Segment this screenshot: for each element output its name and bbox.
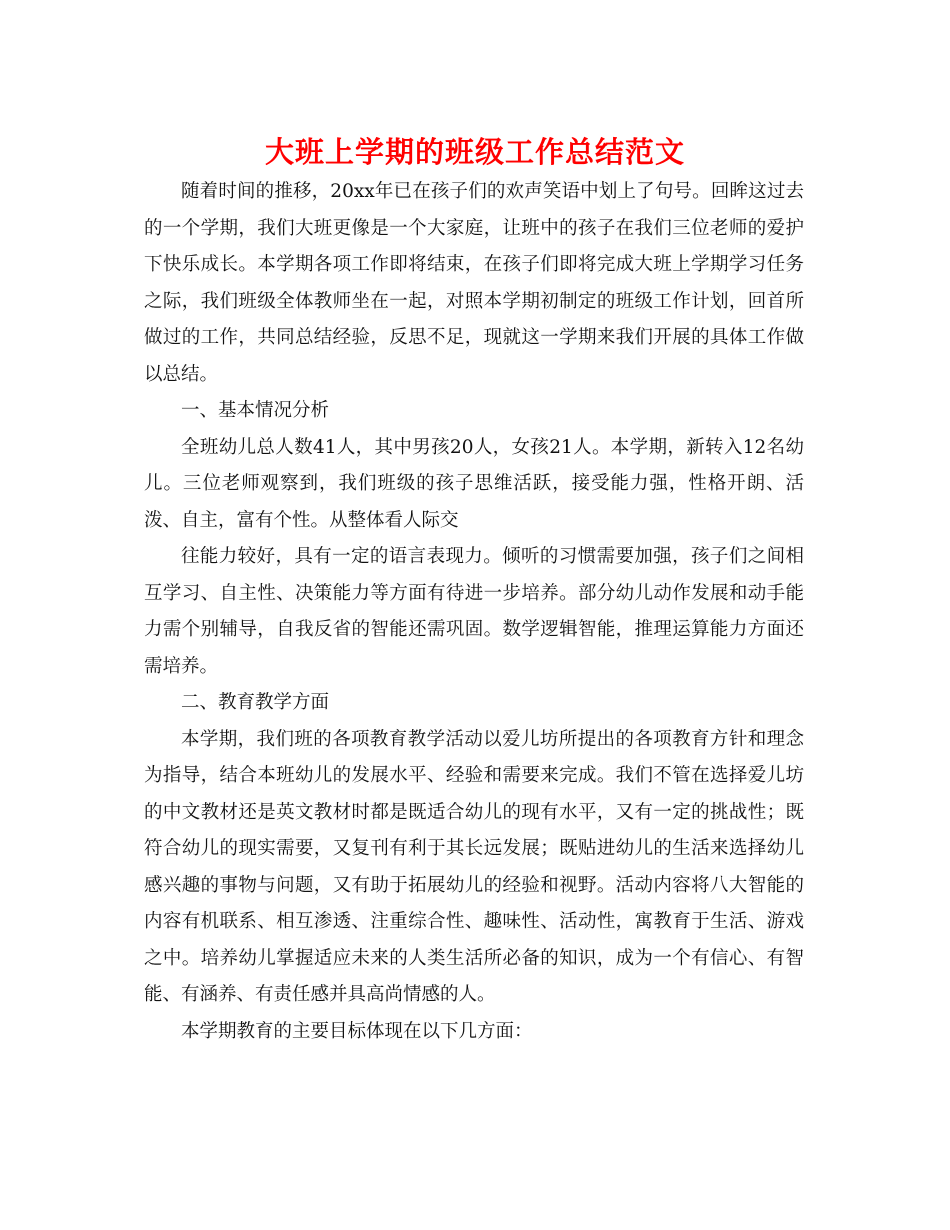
paragraph-goals-intro: 本学期教育的主要目标体现在以下几方面： [181, 1020, 533, 1042]
paragraph-abilities: 往能力较好，具有一定的语言表现力。倾听的习惯需要加强，孩子们之间相互学习、自主性、决策能力等方面有待进一步培养。部分幼儿动作发展和动手能力需个别辅导，自我反省的智能还需巩固。数学逻辑智能，推理运算能力方面还需培养。 [144, 546, 804, 677]
paragraph-intro: 随着时间的推移，20xx年已在孩子们的欢声笑语中划上了句号。回眸这过去的一个学期，我们大班更像是一个大家庭，让班中的孩子在我们三位老师的爱护下快乐成长。本学期各项工作即将结束，在孩子们即将完成大班上学期学习任务之际，我们班级全体教师坐在一起，对照本学期初制定的班级工作计划，回首所做过的工作，共同总结经验，反思不足，现就这一学期来我们开展的具体工作做以总结。 [144, 181, 804, 385]
document-body [144, 174, 804, 1050]
paragraph-education-detail: 本学期，我们班的各项教育教学活动以爱儿坊所提出的各项教育方针和理念为指导，结合本班幼儿的发展水平、经验和需要来完成。我们不管在选择爱儿坊的中文教材还是英文教材时都是既适合幼儿的现有水平，又有一定的挑战性；既符合幼儿的现实需要，又复刊有利于其长远发展；既贴进幼儿的生活来选择幼儿感兴趣的事物与问题，又有助于拓展幼儿的经验和视野。活动内容将八大智能的内容有机联系、相互渗透、注重综合性、趣味性、活动性，寓教育于生活、游戏之中。培养幼儿掌握适应未来的人类生活所必备的知识，成为一个有信心、有智能、有涵养、有责任感并具高尚情感的人。 [144, 728, 804, 1005]
section-heading-basic-situation: 一、基本情况分析 [181, 400, 330, 421]
section-heading-education: 二、教育教学方面 [181, 692, 330, 713]
document-title: 大班上学期的班级工作总结范文 [264, 135, 685, 169]
paragraph-class-stats: 全班幼儿总人数41人，其中男孩20人，女孩21人。本学期，新转入12名幼儿。三位老师观察到，我们班级的孩子思维活跃，接受能力强，性格开朗、活泼、自主，富有个性。从整体看人际交 [144, 436, 804, 531]
